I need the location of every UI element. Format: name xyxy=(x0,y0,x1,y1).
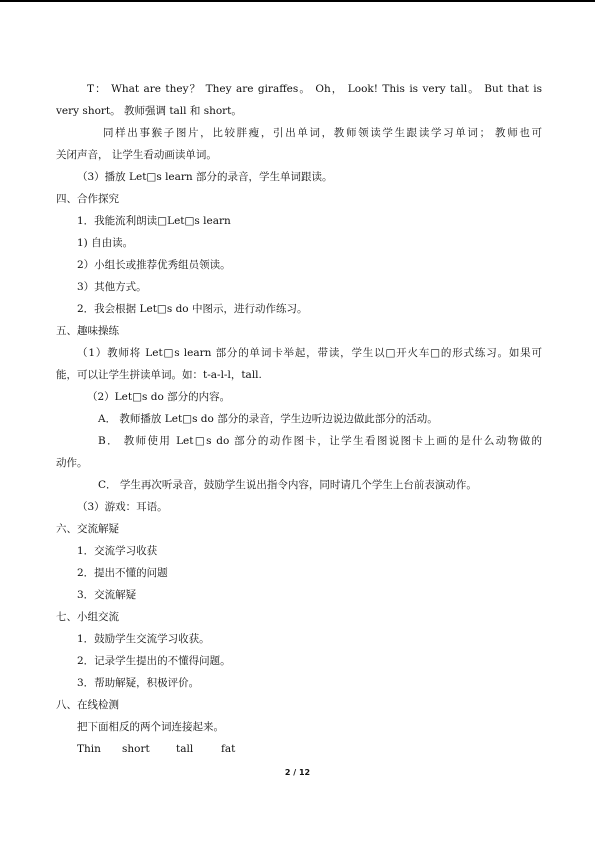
paragraph-line: 把下面相反的两个词连接起来。 xyxy=(77,721,224,733)
list-item: 2．我会根据 Let□s do 中图示，进行动作练习。 xyxy=(77,303,308,315)
header-rule xyxy=(0,0,595,2)
document-body xyxy=(56,78,542,760)
word-list xyxy=(56,738,542,760)
paragraph-line: 能，可以让学生拼读单词。如：t-a-l-l，tall. xyxy=(56,369,262,381)
paragraph-line: 同样出事猴子图片，比较胖瘦，引出单词，教师领读学生跟读学习单词； 教师也可 xyxy=(103,127,542,139)
list-item: 1．鼓励学生交流学习收获。 xyxy=(77,633,210,645)
list-item: 1) 自由读。 xyxy=(77,237,134,249)
word-item: tall xyxy=(176,743,194,755)
paragraph-line: （1）教师将 Let□s learn 部分的单词卡举起，带读，学生以□开火车□的形式练习。如果可 xyxy=(77,347,542,359)
paragraph-line: very short。 教师强调 tall 和 short。 xyxy=(56,105,242,117)
list-item: 2）小组长或推荐优秀组员领读。 xyxy=(77,259,231,271)
section-heading: 八、在线检测 xyxy=(56,699,119,711)
list-item: 3．帮助解疑，积极评价。 xyxy=(77,677,200,689)
list-item: 3）其他方式。 xyxy=(77,281,147,293)
paragraph-line: （3）播放 Let□s learn 部分的录音，学生单词跟读。 xyxy=(77,171,333,183)
word-item: Thin xyxy=(77,743,101,755)
word-item: fat xyxy=(221,743,236,755)
word-item: short xyxy=(122,743,150,755)
paragraph-line: 动作。 xyxy=(56,457,88,469)
section-heading: 五、趣味操练 xyxy=(56,325,119,337)
section-heading: 七、小组交流 xyxy=(56,611,119,623)
paragraph-line: 关闭声音， 让学生看动画读单词。 xyxy=(56,149,217,161)
list-item: 2．记录学生提出的不懂得问题。 xyxy=(77,655,231,667)
section-heading: 六、交流解疑 xyxy=(56,523,119,535)
list-item: B． 教师使用 Let□s do 部分的动作图卡，让学生看图说图卡上画的是什么动物做的 xyxy=(98,435,542,447)
paragraph-line: （2）Let□s do 部分的内容。 xyxy=(87,391,231,403)
list-item: 3．交流解疑 xyxy=(77,589,137,601)
list-item: A． 教师播放 Let□s do 部分的录音，学生边听边说边做此部分的活动。 xyxy=(98,413,438,425)
section-heading: 四、合作探究 xyxy=(56,193,119,205)
list-item: 2．提出不懂的问题 xyxy=(77,567,168,579)
paragraph-line: T： What are they？ They are giraffes。 Oh， Look! This is very tall。 But that is xyxy=(87,83,542,95)
page-number: 2 / 12 xyxy=(284,768,311,777)
list-item: 1．交流学习收获 xyxy=(77,545,158,557)
list-item: C． 学生再次听录音，鼓励学生说出指令内容，同时请几个学生上台前表演动作。 xyxy=(98,479,477,491)
list-item: 1．我能流利朗读□Let□s learn xyxy=(77,215,231,227)
paragraph-line: （3）游戏：耳语。 xyxy=(77,501,168,513)
